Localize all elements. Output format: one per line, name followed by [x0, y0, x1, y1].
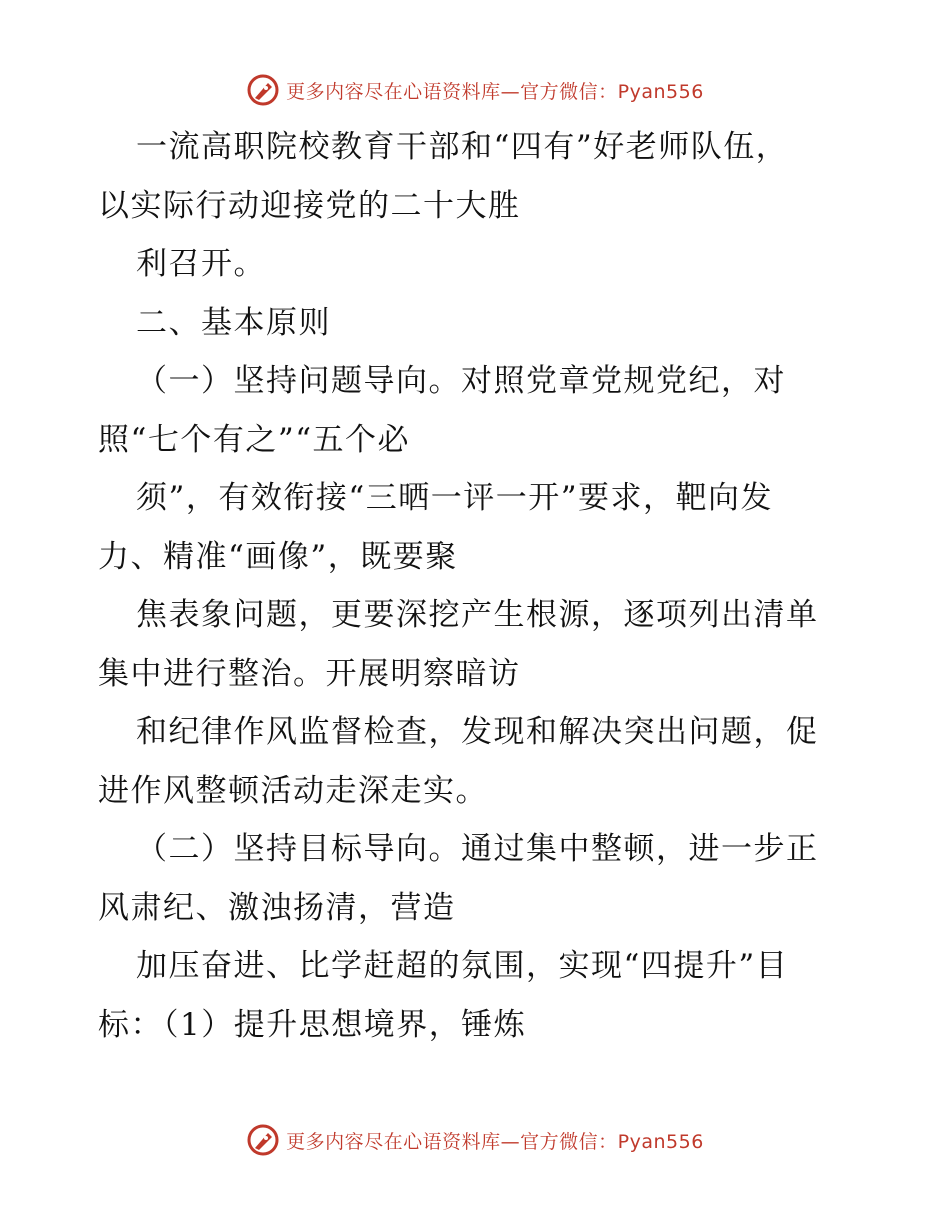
text-line: 集中进行整治。开展明察暗访	[98, 655, 521, 692]
text-line: （二）坚持目标导向。通过集中整顿，进一步正	[136, 831, 819, 867]
text-line: 以实际行动迎接党的二十大胜	[98, 187, 521, 224]
text-line: 焦表象问题，更要深挖产生根源，逐项列出清单	[136, 597, 819, 633]
text-line: 须”，有效衔接“三晒一评一开”要求，靶向发	[136, 480, 774, 516]
watermark-banner-bottom	[0, 1120, 950, 1160]
text-line: （一）坚持问题导向。对照党章党规党纪，对	[136, 363, 786, 399]
text-line: 一流高职院校教育干部和“四有”好老师队伍，	[136, 129, 789, 165]
text-line: 加压奋进、比学赶超的氛围，实现“四提升”目	[136, 948, 789, 984]
text-line: 标：（1）提升思想境界，锤炼	[98, 1006, 527, 1043]
text-line: 二、基本原则	[136, 304, 331, 341]
text-line: 照“七个有之”“五个必	[98, 421, 411, 458]
text-line: 风肃纪、激浊扬清，营造	[98, 889, 456, 926]
text-line: 进作风整顿活动走深走实。	[98, 772, 488, 809]
text-line: 利召开。	[136, 246, 266, 282]
watermark-text: 更多内容尽在心语资料库—官方微信：Pyan556	[286, 1130, 704, 1153]
text-line: 力、精准“画像”，既要聚	[98, 538, 458, 575]
watermark-banner-top	[0, 70, 950, 110]
pen-nib-logo-icon	[246, 73, 280, 107]
text-line: 和纪律作风监督检查，发现和解决突出问题，促	[136, 714, 819, 750]
document-body	[98, 118, 858, 1054]
watermark-text: 更多内容尽在心语资料库—官方微信：Pyan556	[286, 80, 704, 103]
pen-nib-logo-icon	[246, 1123, 280, 1157]
